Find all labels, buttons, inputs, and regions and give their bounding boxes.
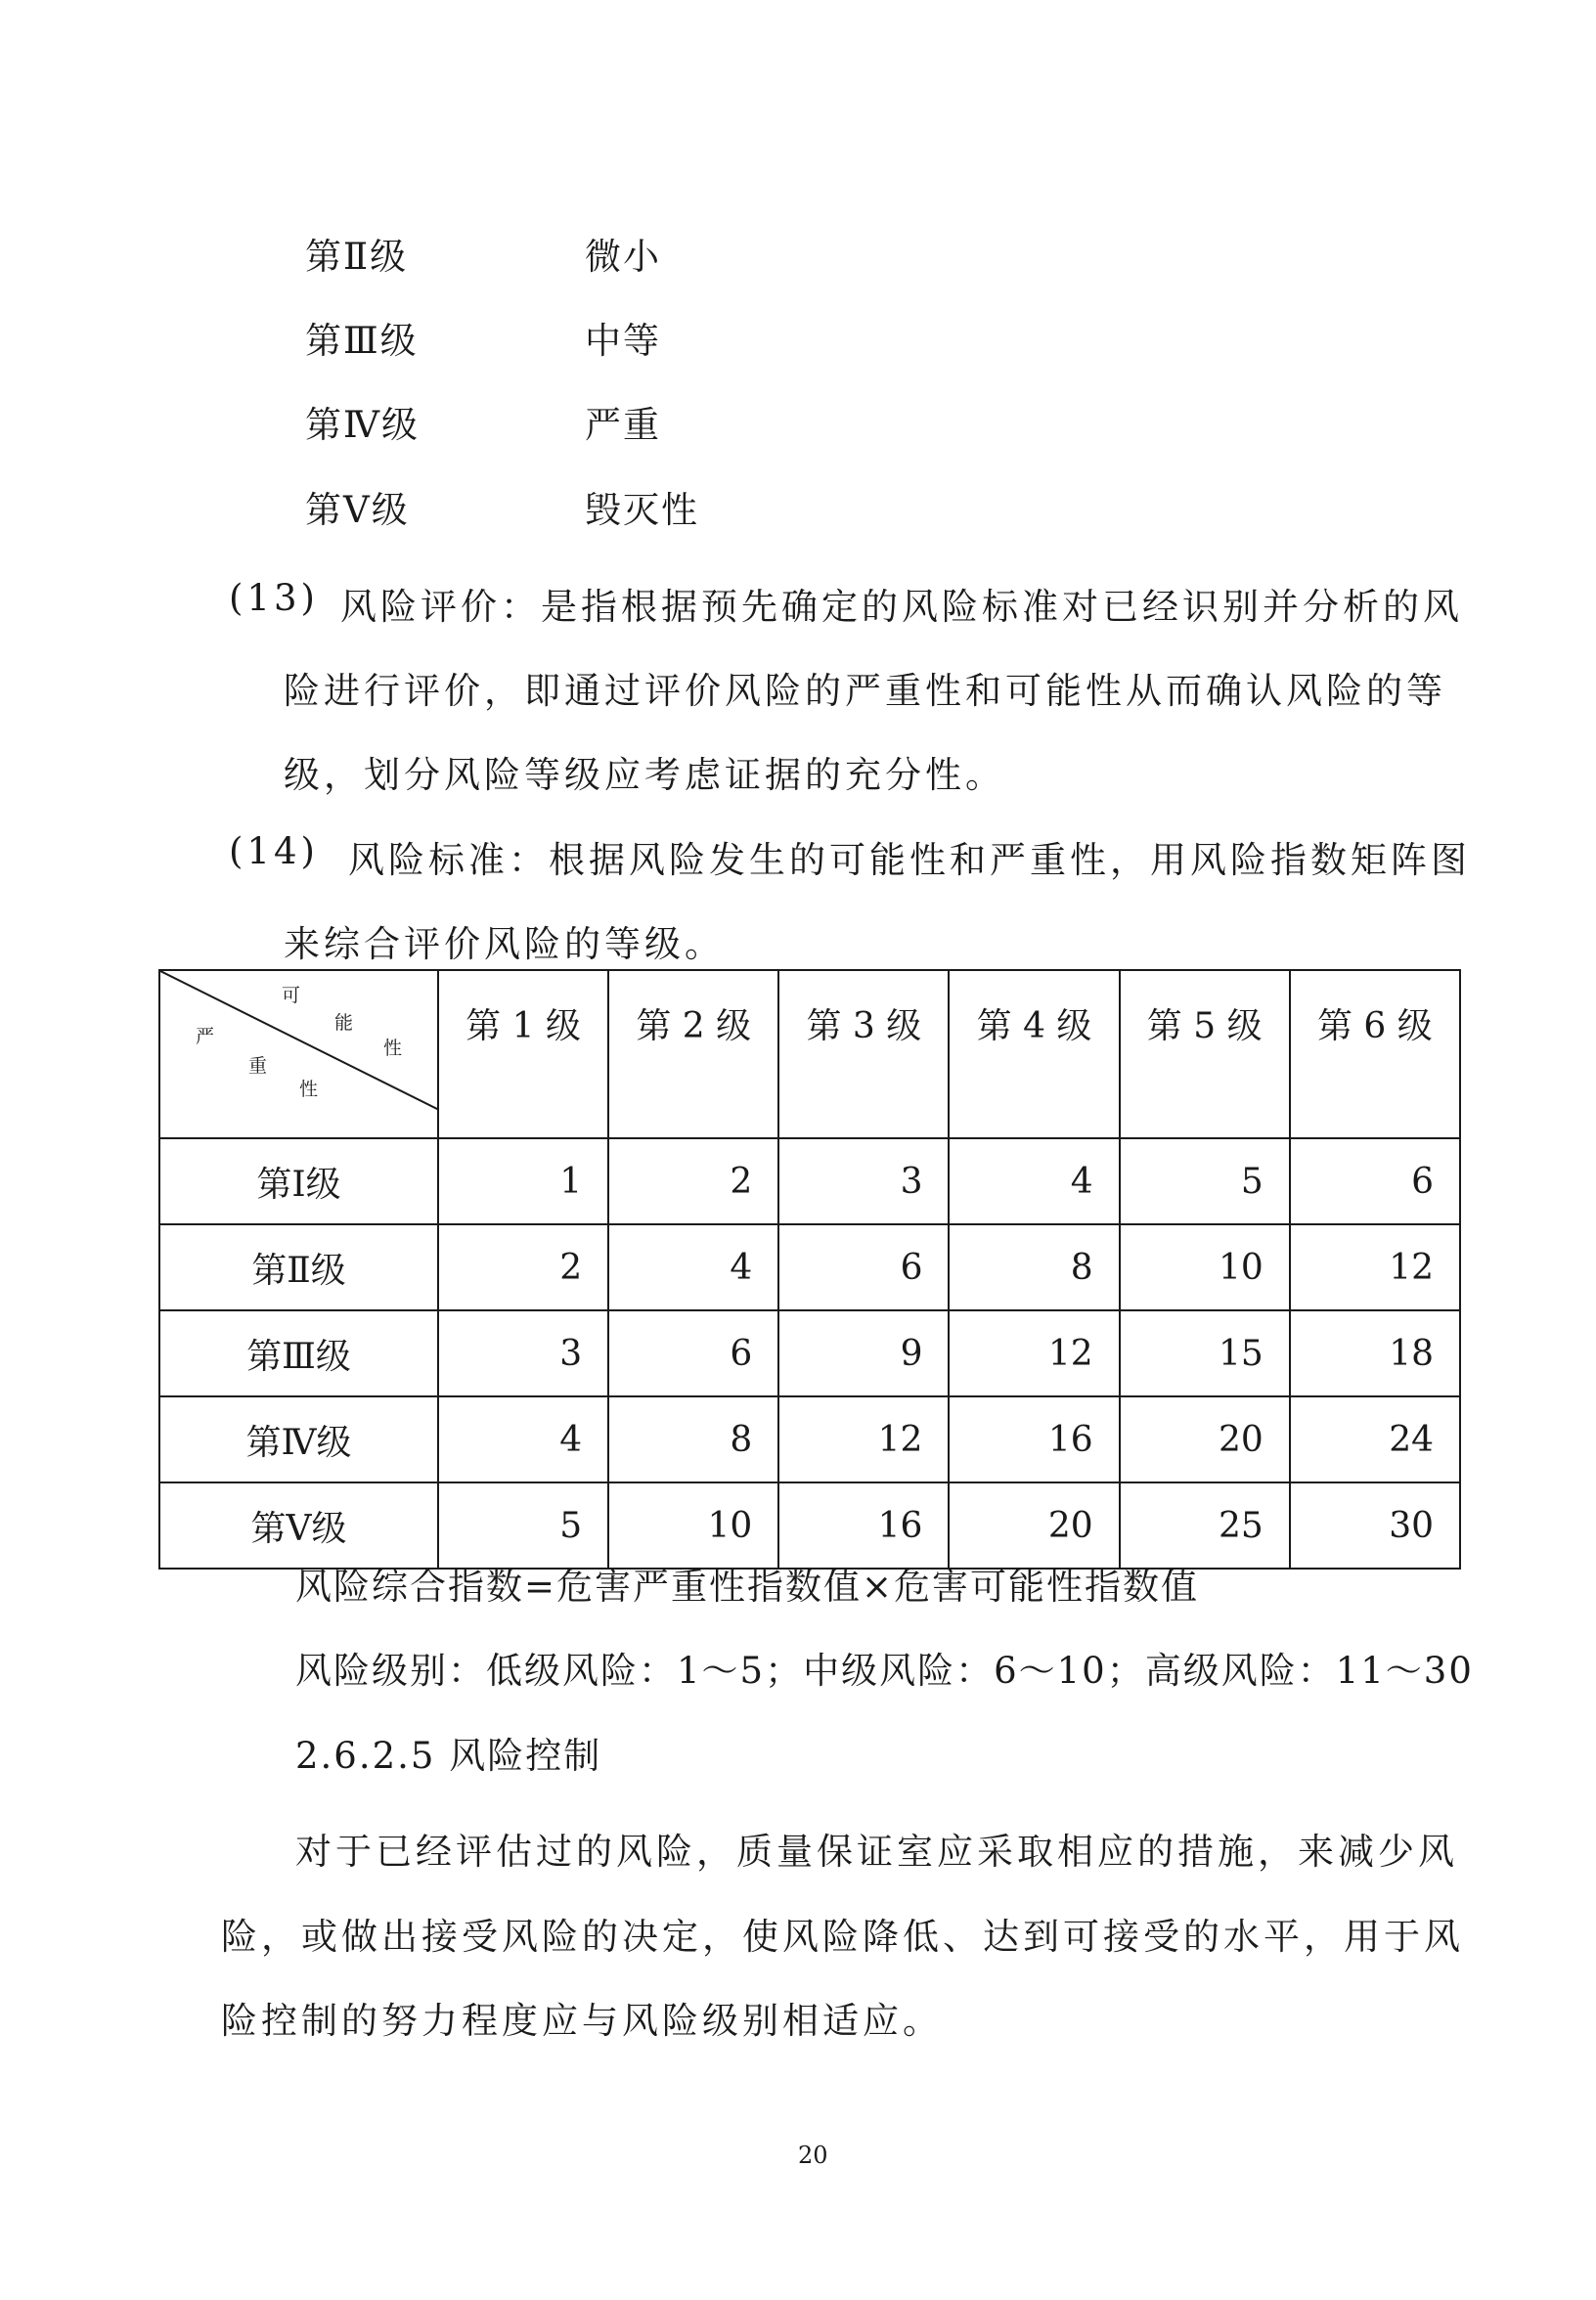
item-13-number: (13) — [229, 577, 319, 619]
risk-index-cell: 16 — [949, 1396, 1119, 1482]
risk-index-cell: 8 — [949, 1224, 1119, 1310]
level-name: 第Ⅳ级 — [305, 404, 420, 446]
probability-level-header: 第 1 级 — [438, 970, 608, 1138]
risk-index-cell: 6 — [1290, 1138, 1460, 1224]
level-desc: 微小 — [585, 236, 661, 278]
section-heading — [295, 1735, 602, 1777]
item-13-line: 险进行评价，即通过评价风险的严重性和可能性从而确认风险的等 — [284, 670, 1446, 712]
level-name: 第Ⅱ级 — [305, 236, 409, 278]
corner-probability-char: 可 — [282, 985, 301, 1006]
severity-level-label: 第Ⅳ级 — [159, 1396, 438, 1482]
risk-index-cell: 18 — [1290, 1310, 1460, 1396]
table-row — [159, 1482, 1460, 1569]
corner-severity-char: 重 — [248, 1055, 268, 1077]
table-header-row — [159, 970, 1460, 1138]
matrix-corner-cell — [159, 970, 438, 1138]
level-name: 第Ⅴ级 — [305, 489, 410, 531]
item-13-line: 级，划分风险等级应考虑证据的充分性。 — [284, 754, 1005, 796]
risk-index-cell: 4 — [949, 1138, 1119, 1224]
table-row — [159, 1396, 1460, 1482]
item-14-line: 来综合评价风险的等级。 — [284, 923, 725, 965]
risk-index-cell: 3 — [778, 1138, 949, 1224]
section-number: 2.6.2.5 — [295, 1735, 436, 1777]
corner-severity-char: 性 — [299, 1079, 319, 1100]
section-title: 风险控制 — [449, 1735, 602, 1777]
section-paragraph-line: 对于已经评估过的风险，质量保证室应采取相应的措施，来减少风 — [295, 1831, 1458, 1873]
level-desc: 中等 — [585, 320, 661, 362]
severity-level-label: 第Ⅲ级 — [159, 1310, 438, 1396]
risk-index-cell: 10 — [1120, 1224, 1290, 1310]
level-desc: 严重 — [585, 404, 661, 446]
risk-index-cell: 30 — [1290, 1482, 1460, 1569]
risk-index-cell: 2 — [438, 1224, 608, 1310]
item-14-number: (14) — [229, 830, 319, 872]
risk-index-cell: 4 — [438, 1396, 608, 1482]
risk-index-cell: 24 — [1290, 1396, 1460, 1482]
risk-index-cell: 8 — [608, 1396, 778, 1482]
probability-level-header: 第 6 级 — [1290, 970, 1460, 1138]
item-13-line: 风险评价：是指根据预先确定的风险标准对已经识别并分析的风 — [340, 586, 1463, 628]
risk-index-cell: 5 — [438, 1482, 608, 1569]
level-name: 第Ⅲ级 — [305, 320, 419, 362]
page-number: 20 — [798, 2142, 828, 2169]
section-paragraph-line: 险，或做出接受风险的决定，使风险降低、达到可接受的水平，用于风 — [221, 1916, 1464, 1958]
severity-level-label: 第Ⅱ级 — [159, 1224, 438, 1310]
risk-index-cell: 1 — [438, 1138, 608, 1224]
probability-level-header: 第 4 级 — [949, 970, 1119, 1138]
risk-index-cell: 2 — [608, 1138, 778, 1224]
risk-index-cell: 12 — [1290, 1224, 1460, 1310]
probability-level-header: 第 3 级 — [778, 970, 949, 1138]
risk-index-cell: 12 — [949, 1310, 1119, 1396]
probability-level-header: 第 5 级 — [1120, 970, 1290, 1138]
risk-level-ranges: 风险级别：低级风险：1～5；中级风险：6～10；高级风险：11～30 — [295, 1650, 1474, 1692]
risk-index-cell: 10 — [608, 1482, 778, 1569]
risk-index-cell: 6 — [608, 1310, 778, 1396]
risk-matrix-table — [158, 969, 1461, 1570]
table-row — [159, 1138, 1460, 1224]
risk-index-cell: 9 — [778, 1310, 949, 1396]
risk-index-cell: 5 — [1120, 1138, 1290, 1224]
section-paragraph-line: 险控制的努力程度应与风险级别相适应。 — [221, 2000, 943, 2042]
severity-level-label: 第Ⅰ级 — [159, 1138, 438, 1224]
table-row — [159, 1224, 1460, 1310]
corner-severity-char: 严 — [196, 1026, 215, 1047]
level-desc: 毁灭性 — [585, 489, 699, 531]
risk-index-cell: 12 — [778, 1396, 949, 1482]
risk-index-cell: 20 — [1120, 1396, 1290, 1482]
risk-index-cell: 15 — [1120, 1310, 1290, 1396]
item-14-line: 风险标准：根据风险发生的可能性和严重性，用风险指数矩阵图 — [348, 839, 1471, 881]
table-row — [159, 1310, 1460, 1396]
probability-level-header: 第 2 级 — [608, 970, 778, 1138]
risk-index-cell: 25 — [1120, 1482, 1290, 1569]
severity-level-label: 第Ⅴ级 — [159, 1482, 438, 1569]
risk-index-cell: 3 — [438, 1310, 608, 1396]
corner-probability-char: 性 — [383, 1038, 403, 1059]
risk-formula: 风险综合指数=危害严重性指数值×危害可能性指数值 — [295, 1566, 1200, 1608]
risk-index-cell: 20 — [949, 1482, 1119, 1569]
risk-index-cell: 4 — [608, 1224, 778, 1310]
risk-index-cell: 16 — [778, 1482, 949, 1569]
risk-index-cell: 6 — [778, 1224, 949, 1310]
corner-probability-char: 能 — [334, 1012, 354, 1034]
